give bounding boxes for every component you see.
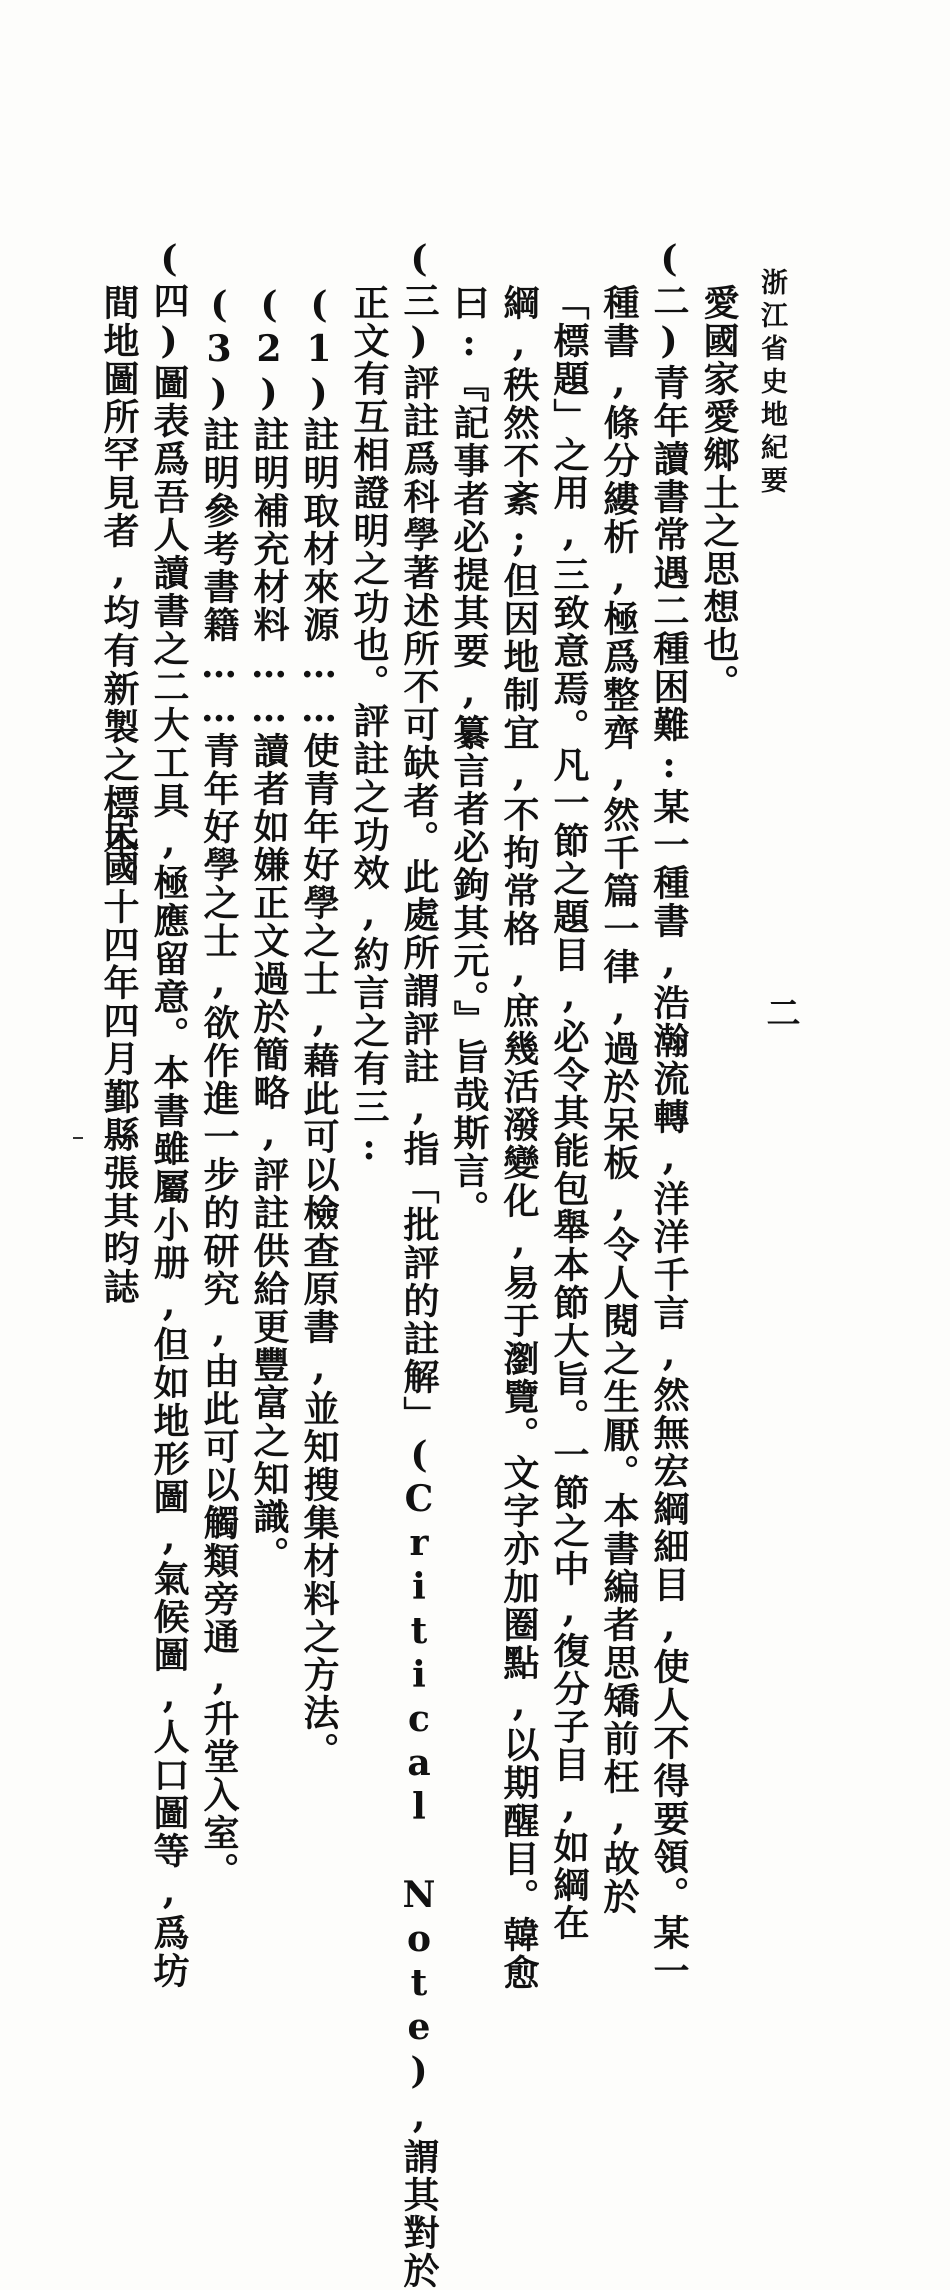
text-column-10: (2)註明補充材料……讀者如嫌正文過於簡略,評註供給更豐富之知識。 bbox=[248, 284, 290, 1574]
page-number: 二 bbox=[760, 995, 800, 1029]
running-title: 浙江省史地紀要 bbox=[756, 268, 787, 499]
signature: 民國十四年四月鄞縣張其昀誌 bbox=[98, 812, 140, 1306]
text-column-3: 種書,條分縷析,極爲整齊,然千篇一律,過於呆板,令人閱之生厭。本書編者思矯前枉,故於 bbox=[598, 284, 640, 1916]
text-column-11: (3)註明參考書籍……青年好學之士,欲作進一步的研究,由此可以觸類旁通,升堂入室。 bbox=[198, 284, 240, 1890]
text-column-6: 曰:『記事者必提其要,纂言者必鉤其元。』旨哉斯言。 bbox=[448, 284, 490, 1228]
text-column-5: 綱,秩然不紊;但因地制宜,不拘常格,庶幾活潑變化,易于瀏覽。文字亦加圈點,以期醒目。韓愈 bbox=[498, 284, 540, 1992]
text-column-7: (三)評註爲科學著述所不可缺者。此處所謂評註,指「批評的註解」(Critical Note),謂其對於 bbox=[398, 238, 440, 2290]
text-column-13: 間地圖所罕見者,均有新製之標本。 bbox=[98, 284, 140, 898]
text-column-1: 愛國家愛鄉土之思想也。 bbox=[698, 284, 740, 702]
text-column-12: (四)圖表爲吾人讀書之二大工具,極應留意。本書雖屬小册,但如地形圖,氣候圖,人口圖等,爲坊 bbox=[148, 238, 190, 1990]
text-column-2: (二)青年讀書常遇二種困難:某一種書,浩瀚流轉,洋洋千言,然無宏綱細目,使人不得要領。某一 bbox=[648, 238, 690, 1990]
text-column-8: 正文有互相證明之功也。評註之功效,約言之有三: bbox=[348, 284, 390, 1170]
text-column-4: 「標題」之用,三致意焉。凡一節之題目,必令其能包舉本節大旨。一節之中,復分子目,如綱在 bbox=[548, 284, 590, 1942]
margin-mark bbox=[73, 1137, 83, 1139]
text-column-9: (1)註明取材來源……使青年好學之士,藉此可以檢查原書,並知搜集材料之方法。 bbox=[298, 284, 340, 1770]
